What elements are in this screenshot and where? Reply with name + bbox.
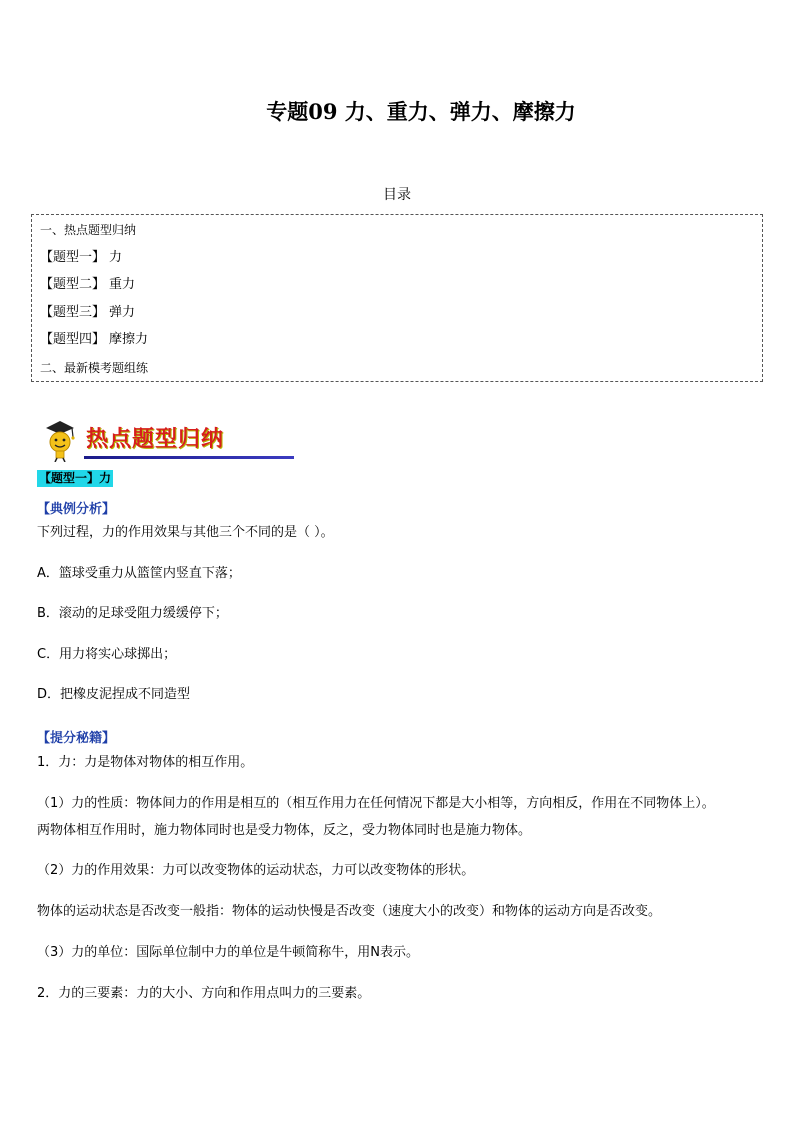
option-a: A．篮球受重力从篮筐内竖直下落； (37, 566, 241, 581)
table-of-contents (31, 214, 763, 382)
question-text: 下列过程，力的作用效果与其他三个不同的是（ ）。 (37, 525, 334, 540)
toc-heading: 目录 (383, 187, 411, 203)
toc-item-bracket: 【题型一】 (40, 249, 106, 265)
tip-line: （3）力的单位：国际单位制中力的单位是牛顿简称牛，用N表示。 (37, 945, 419, 960)
tip-line: （1）力的性质：物体间力的作用是相互的（相互作用力在任何情况下都是大小相等，方向相反，作用在不同物体上）。 (37, 796, 715, 811)
tip-line: （2）力的作用效果：力可以改变物体的运动状态，力可以改变物体的形状。 (37, 863, 475, 878)
toc-item-bracket: 【题型三】 (40, 304, 106, 320)
tips-label: 【提分秘籍】 (37, 731, 116, 746)
toc-item[interactable] (40, 302, 756, 330)
section-banner (36, 414, 266, 462)
toc-item[interactable] (40, 219, 756, 247)
toc-item[interactable] (40, 329, 756, 357)
banner-underline (84, 456, 294, 459)
toc-item-text: 重力 (109, 277, 136, 292)
option-d: D．把橡皮泥捏成不同造型 (37, 687, 191, 702)
question-type-tag: 【题型一】力 (39, 471, 112, 485)
scholar-mascot-icon (42, 418, 78, 462)
option-b: B．滚动的足球受阻力缓缓停下； (37, 606, 228, 621)
tip-line: 物体的运动状态是否改变一般指：物体的运动快慢是否改变（速度大小的改变）和物体的运动方向是否改变。 (37, 904, 662, 919)
document-title: 专题09 力、重力、弹力、摩擦力 (266, 99, 576, 124)
tip-line: 1．力：力是物体对物体的相互作用。 (37, 755, 254, 770)
toc-item-bracket: 【题型二】 (40, 277, 106, 292)
toc-item[interactable] (40, 357, 756, 385)
toc-item-text: 一、热点题型归纳 (40, 223, 137, 237)
toc-item-bracket: 【题型四】 (40, 332, 106, 347)
toc-item[interactable] (40, 274, 756, 302)
toc-item-text: 弹力 (109, 304, 136, 320)
tip-line: 2．力的三要素：力的大小、方向和作用点叫力的三要素。 (37, 986, 371, 1001)
banner-title: 热点题型归纳 (86, 426, 225, 452)
toc-item-text: 二、最新模考题组练 (40, 360, 149, 375)
tip-line: 两物体相互作用时，施力物体同时也是受力物体，反之，受力物体同时也是施力物体。 (37, 823, 532, 838)
toc-item-text: 力 (109, 249, 123, 265)
toc-item[interactable] (40, 247, 756, 275)
example-label: 【典例分析】 (37, 502, 116, 517)
toc-item-text: 摩擦力 (109, 332, 149, 347)
option-c: C．用力将实心球掷出； (37, 647, 177, 662)
